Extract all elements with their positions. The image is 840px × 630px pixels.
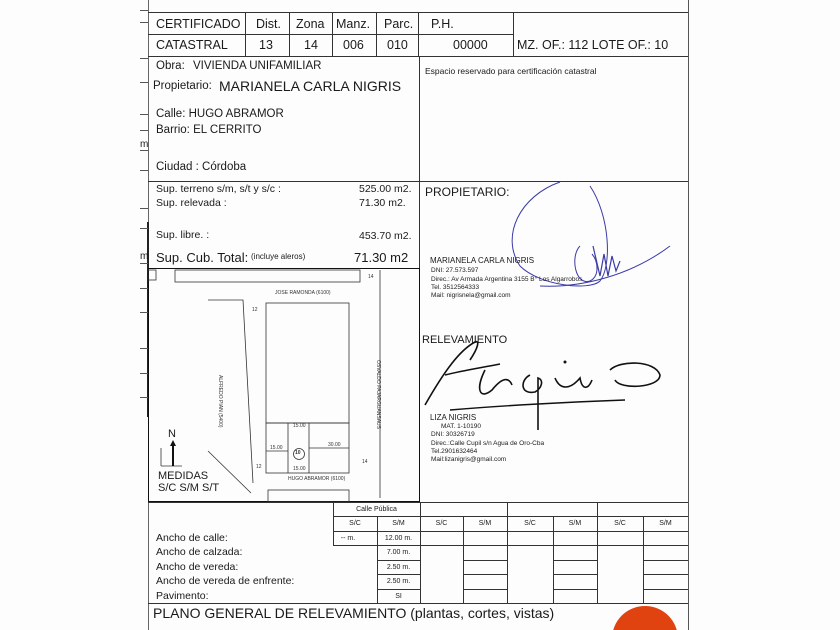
table-line [463, 560, 507, 561]
zona-header: Zona [296, 17, 325, 31]
table-line [333, 545, 688, 546]
obra-label: Obra: [156, 60, 185, 72]
ph-header: P.H. [431, 17, 454, 31]
surveyor-name: LIZA NIGRIS [430, 413, 477, 422]
sup-cub-total-label: Sup. Cub. Total: [156, 250, 249, 265]
table-sep [643, 516, 644, 603]
table-line [463, 574, 507, 575]
table-sep [507, 502, 508, 603]
header-sep [513, 12, 514, 56]
table-line [333, 516, 688, 517]
surveyor-mail: Mail:lizanigris@gmail.com [431, 456, 507, 463]
table-top-line [148, 502, 688, 503]
surveyor-mat: MAT. 1-10190 [441, 423, 481, 430]
parc-value: 010 [387, 38, 408, 52]
table-sep [377, 516, 378, 603]
row-sm-ancho-calzada: 7.00 m. [386, 549, 411, 556]
certificacion-note: Espacio reservado para certificación catastral [425, 66, 597, 76]
obra-value: VIVIENDA UNIFAMILIAR [193, 60, 322, 72]
ph-value: 00000 [453, 38, 488, 52]
table-sep [463, 516, 464, 603]
table-line [643, 574, 688, 575]
lot-number: 10 [295, 450, 301, 456]
sup-terreno-value: 525.00 m2. [359, 183, 412, 195]
owner-tel: Tel. 3512564333 [431, 284, 480, 291]
surveyor-direc: Direc.:Calle Cupil s/n Agua de Oro-Cba [431, 440, 545, 447]
dimension-4: 15.00 [293, 466, 306, 472]
row-label-ancho-calle: Ancho de calle: [156, 532, 228, 544]
table-line [553, 560, 597, 561]
sup-terreno-label: Sup. terreno s/m, s/t y s/c : [156, 183, 281, 195]
owner-name: MARIANELA CARLA NIGRIS [430, 256, 535, 265]
certificado-label: CERTIFICADO [156, 17, 241, 31]
sup-relevada-label: Sup. relevada : [156, 197, 227, 209]
block-number-12a: 12 [252, 307, 258, 313]
header-sep [376, 12, 377, 56]
medidas-label: MEDIDAS [158, 470, 209, 482]
sup-libre-label: Sup. libre. : [156, 229, 210, 241]
sup-libre-value: 453.70 m2. [359, 230, 412, 242]
block-number-12b: 12 [256, 464, 262, 470]
footer-title: PLANO GENERAL DE RELEVAMIENTO (plantas, cortes, vistas) [153, 605, 555, 621]
dist-header: Dist. [256, 17, 281, 31]
row-sm-ancho-vereda-enfrente: 2.50 m. [386, 578, 411, 585]
table-line [643, 589, 688, 590]
row-sm-ancho-calle: 12.00 m. [384, 535, 413, 542]
row-label-pavimento: Pavimento: [156, 590, 209, 602]
table-line [333, 531, 688, 532]
sup-relevada-value: 71.30 m2. [359, 197, 406, 209]
sub-header-sc-3: S/C [524, 520, 536, 527]
sub-header-sm-4: S/M [659, 520, 672, 527]
barrio-text: Barrio: EL CERRITO [156, 124, 262, 136]
street-bottom-label: HUGO ABRAMOR (6100) [288, 476, 346, 482]
surveyor-tel: Tel.2901632464 [431, 448, 478, 455]
sup-cub-total-value: 71.30 m2 [354, 250, 409, 265]
zona-value: 14 [304, 38, 318, 52]
table-line [553, 574, 597, 575]
table-line [643, 560, 688, 561]
sub-header-sc-1: S/C [349, 520, 361, 527]
dimension-2: 15.00 [270, 445, 283, 451]
street-left-label: ALFREDO PIAN (5400) [217, 375, 223, 428]
propietario-heading: PROPIETARIO: [425, 185, 510, 199]
table-line [463, 589, 507, 590]
propietario-label: Propietario: [153, 80, 212, 92]
orange-badge [612, 606, 678, 630]
sup-cub-total-note: (incluye aleros) [251, 252, 306, 261]
ciudad-text: Ciudad : Córdoba [156, 161, 247, 173]
table-line [553, 589, 597, 590]
margin-mark-1: m [140, 139, 149, 150]
street-right-label: OSVALDO PAJARGUANSAUS [375, 360, 381, 429]
table-bottom-line [148, 603, 688, 604]
table-sep [553, 516, 554, 603]
row-sm-pavimento: SI [395, 593, 402, 600]
header-sep [418, 12, 419, 56]
dimension-3: 30.00 [328, 442, 341, 448]
dist-value: 13 [259, 38, 273, 52]
row-sm-ancho-vereda: 2.50 m. [386, 564, 411, 571]
relevamiento-heading: RELEVAMIENTO [422, 334, 508, 346]
parc-header: Parc. [384, 17, 414, 31]
owner-dni: DNI: 27.573.597 [431, 267, 479, 274]
owner-mail: Mail: nigrisnela@gmail.com [431, 292, 511, 299]
table-line [377, 574, 420, 575]
calle-text: Calle: HUGO ABRAMOR [156, 108, 284, 120]
catastral-label: CATASTRAL [156, 38, 228, 52]
sub-header-sm-1: S/M [392, 520, 405, 527]
street-top-label: JOSE RAMONDA (6100) [275, 290, 331, 296]
table-line [377, 560, 420, 561]
dimension-1: 15.00 [293, 423, 306, 429]
north-label: N [168, 428, 176, 440]
block-number-14b: 14 [362, 459, 368, 465]
margin-mark-2: m [140, 251, 149, 262]
manz-header: Manz. [336, 17, 371, 31]
surveyor-dni: DNI: 30326719 [431, 431, 475, 438]
mz-lote-oficial: MZ. OF.: 112 LOTE OF.: 10 [517, 38, 669, 52]
row-label-ancho-calzada: Ancho de calzada: [156, 546, 243, 558]
row-label-ancho-vereda: Ancho de vereda: [156, 561, 239, 573]
sub-header-sc-2: S/C [435, 520, 448, 527]
row-sc-ancho-calle: -- m. [340, 535, 356, 542]
propietario-value: MARIANELA CARLA NIGRIS [219, 78, 402, 94]
header-bottom-line [148, 56, 688, 57]
header-sep [245, 12, 246, 56]
sub-header-sm-2: S/M [478, 520, 492, 527]
header-mid-line [148, 34, 513, 35]
calle-publica-header: Calle Pública [356, 506, 397, 513]
owner-direc: Direc.: Av Armada Argentina 3155 B° Los Algarrobos [431, 276, 583, 283]
sub-header-sc-4: S/C [614, 520, 626, 527]
block-number-14a: 14 [368, 274, 374, 280]
medidas-sub-label: S/C S/M S/T [158, 482, 220, 494]
table-line [377, 589, 420, 590]
header-sep [332, 12, 333, 56]
table-sep [597, 502, 598, 603]
manz-value: 006 [343, 38, 364, 52]
table-sep [420, 502, 421, 603]
right-border [688, 0, 689, 630]
sub-header-sm-3: S/M [568, 520, 582, 527]
row-label-ancho-vereda-enfrente: Ancho de vereda de enfrente: [156, 575, 295, 587]
header-sep [289, 12, 290, 56]
